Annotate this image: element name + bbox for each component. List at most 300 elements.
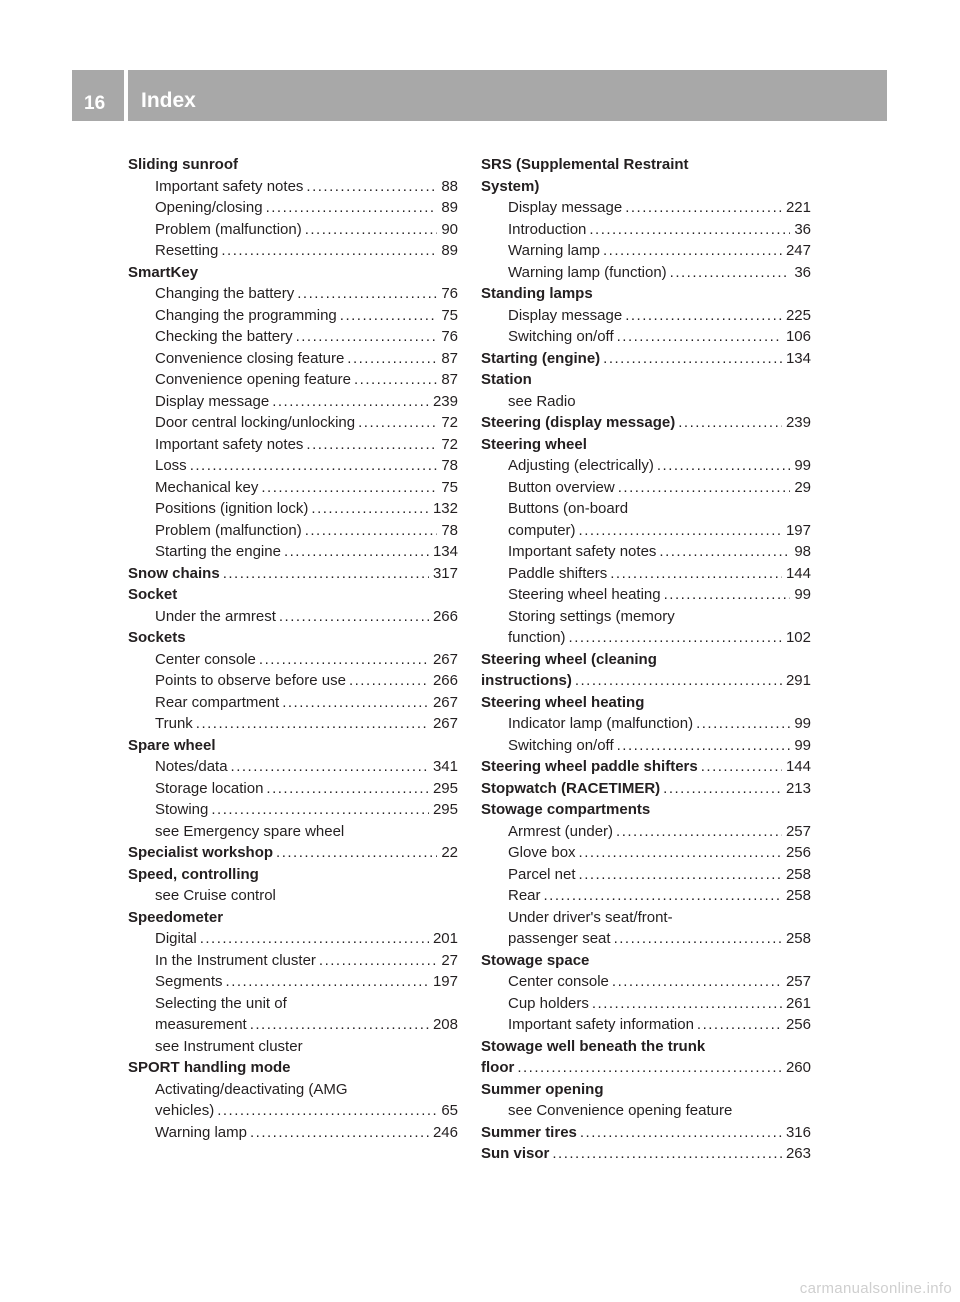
entry-label: Sun visor [481, 1145, 550, 1162]
dot-leader [266, 197, 438, 219]
index-subentry[interactable] [128, 283, 458, 305]
index-subentry[interactable] [481, 305, 811, 327]
index-subentry [481, 1100, 811, 1122]
entry-label: Segments [155, 973, 223, 990]
dot-leader [190, 455, 438, 477]
dot-leader [612, 971, 782, 993]
entry-label: Changing the battery [155, 285, 295, 302]
index-entry [481, 283, 811, 305]
entry-label: Warning lamp (function) [508, 263, 667, 281]
index-entry [128, 735, 458, 757]
entry-page-number[interactable]: 221 [785, 199, 811, 216]
entry-page-number[interactable]: 102 [785, 629, 811, 646]
index-subentry[interactable] [128, 326, 458, 348]
entry-label: Summer tires [481, 1123, 577, 1141]
entry-page-number[interactable]: 89 [441, 199, 458, 216]
entry-page-number[interactable]: 267 [432, 693, 458, 711]
index-subentry[interactable] [128, 1014, 458, 1036]
index-subentry[interactable] [481, 240, 811, 262]
index-subentry [128, 1079, 458, 1101]
index-subentry[interactable] [128, 498, 458, 520]
dot-leader [261, 477, 437, 499]
index-subentry[interactable] [481, 993, 811, 1015]
entry-page-number[interactable]: 201 [432, 930, 458, 947]
index-entry [481, 1079, 811, 1101]
dot-leader [211, 799, 429, 821]
entry-page-number[interactable]: 72 [441, 414, 458, 431]
index-subentry[interactable] [128, 928, 458, 950]
index-entry [128, 907, 458, 929]
entry-page-number[interactable]: 291 [785, 672, 811, 689]
entry-page-number[interactable]: 89 [441, 242, 458, 259]
index-subentry[interactable] [128, 778, 458, 800]
index-subentry[interactable] [128, 692, 458, 714]
index-subentry[interactable] [128, 348, 458, 370]
dot-leader [347, 348, 437, 370]
entry-label: Checking the battery [155, 328, 293, 345]
entry-label: Snow chains [128, 564, 220, 582]
dot-leader [657, 455, 790, 477]
entry-label: Speed, controlling [128, 865, 259, 883]
entry-page-number[interactable]: 260 [785, 1059, 811, 1076]
index-subentry[interactable] [128, 606, 458, 628]
entry-label: SRS (Supplemental Restraint [481, 156, 689, 173]
entry-label: Center console [155, 650, 256, 668]
entry-page-number[interactable]: 266 [432, 607, 458, 625]
entry-page-number[interactable]: 106 [785, 328, 811, 345]
dot-leader [319, 950, 437, 972]
entry-page-number[interactable]: 72 [441, 435, 458, 453]
entry-page-number[interactable]: 90 [441, 220, 458, 238]
entry-label: Convenience closing feature [155, 349, 345, 367]
index-subentry[interactable] [128, 240, 458, 262]
entry-label: Loss [155, 457, 187, 474]
dot-leader [196, 713, 429, 735]
entry-label: Specialist workshop [128, 844, 274, 861]
entry-label: Trunk [155, 715, 193, 732]
dot-leader [296, 326, 438, 348]
index-subentry[interactable] [128, 391, 458, 413]
entry-label: SmartKey [128, 263, 199, 281]
entry-page-number[interactable]: 99 [794, 736, 811, 754]
entry-label: Stowage compartments [481, 801, 651, 818]
entry-page-number[interactable]: 132 [432, 500, 458, 517]
dot-leader [701, 756, 782, 778]
index-subentry[interactable] [128, 412, 458, 434]
entry-page-number[interactable]: 246 [432, 1123, 458, 1141]
entry-label: Armrest (under) [508, 822, 614, 840]
dot-leader [226, 971, 429, 993]
index-subentry[interactable] [128, 369, 458, 391]
index-entry [481, 154, 811, 176]
watermark: carmanualsonline.info [799, 1280, 952, 1297]
entry-label: Cup holders [508, 994, 589, 1012]
dot-leader [670, 262, 791, 284]
entry-page-number[interactable]: 99 [794, 715, 811, 732]
dot-leader [250, 1122, 429, 1144]
entry-label: Rear [508, 887, 541, 904]
dot-leader [279, 606, 429, 628]
index-subentry [481, 498, 811, 520]
dot-leader [610, 563, 782, 585]
index-subentry[interactable] [128, 756, 458, 778]
entry-label: Spare wheel [128, 736, 216, 754]
dot-leader [580, 1122, 782, 1144]
dot-leader [617, 326, 782, 348]
page-title: Index [141, 89, 196, 112]
entry-label: Important safety information [508, 1016, 694, 1033]
entry-label: Important safety notes [155, 435, 304, 453]
index-entry [481, 1036, 811, 1058]
index-subentry[interactable] [128, 1122, 458, 1144]
entry-label: Stowage space [481, 951, 590, 969]
entry-page-number[interactable]: 76 [441, 328, 458, 345]
page-number: 16 [84, 93, 106, 114]
entry-page-number[interactable]: 295 [432, 801, 458, 818]
index-subentry[interactable] [128, 197, 458, 219]
entry-label: computer) [508, 521, 576, 539]
entry-label: Display message [155, 392, 270, 410]
index-subentry[interactable] [128, 670, 458, 692]
entry-label: see Radio [508, 392, 576, 410]
entry-page-number[interactable]: 78 [441, 521, 458, 539]
entry-page-number[interactable]: 98 [794, 543, 811, 560]
index-entry[interactable] [128, 842, 458, 864]
entry-label: Standing lamps [481, 285, 593, 302]
entry-page-number[interactable]: 88 [441, 177, 458, 195]
dot-leader [276, 842, 437, 864]
entry-page-number[interactable]: 263 [785, 1145, 811, 1162]
dot-leader [589, 219, 790, 241]
dot-leader [575, 670, 782, 692]
entry-label: Sliding sunroof [128, 156, 238, 173]
index-subentry[interactable] [481, 477, 811, 499]
index-entry [481, 369, 811, 391]
entry-page-number[interactable]: 295 [432, 779, 458, 797]
entry-page-number[interactable]: 257 [785, 973, 811, 990]
dot-leader [659, 541, 790, 563]
dot-leader [305, 219, 438, 241]
entry-label: passenger seat [508, 930, 611, 947]
index-entry [128, 154, 458, 176]
entry-label: Steering wheel paddle shifters [481, 758, 698, 775]
entry-label: Socket [128, 586, 178, 603]
entry-page-number[interactable]: 29 [794, 478, 811, 496]
entry-label: Steering wheel (cleaning [481, 650, 657, 668]
index-subentry [481, 606, 811, 628]
index-entry[interactable] [481, 778, 811, 800]
index-subentry[interactable] [481, 821, 811, 843]
dot-leader [259, 649, 429, 671]
entry-page-number[interactable]: 239 [432, 392, 458, 410]
index-subentry[interactable] [481, 1014, 811, 1036]
entry-label: Parcel net [508, 865, 576, 883]
index-subentry[interactable] [128, 950, 458, 972]
entry-label: Under driver's seat/front- [508, 908, 673, 926]
entry-label: Sockets [128, 629, 186, 646]
index-subentry[interactable] [481, 864, 811, 886]
index-subentry[interactable] [481, 584, 811, 606]
entry-page-number[interactable]: 258 [785, 887, 811, 904]
entry-page-number[interactable]: 208 [432, 1016, 458, 1033]
index-subentry[interactable] [481, 197, 811, 219]
index-entry [481, 434, 811, 456]
index-subentry[interactable] [128, 1100, 458, 1122]
entry-label: Storing settings (memory [508, 607, 675, 625]
entry-label: Starting the engine [155, 543, 281, 560]
index-subentry[interactable] [128, 520, 458, 542]
index-entry [481, 692, 811, 714]
dot-leader [200, 928, 429, 950]
entry-label: vehicles) [155, 1102, 215, 1119]
entry-page-number[interactable]: 87 [441, 349, 458, 367]
index-subentry[interactable] [481, 842, 811, 864]
entry-page-number[interactable]: 266 [432, 672, 458, 689]
entry-page-number[interactable]: 144 [785, 564, 811, 582]
dot-leader [306, 434, 437, 456]
dot-leader [569, 627, 782, 649]
entry-label: Display message [508, 306, 623, 324]
dot-leader [305, 520, 438, 542]
dot-leader [616, 821, 782, 843]
index-subentry [128, 821, 458, 843]
index-subentry[interactable] [128, 713, 458, 735]
index-entry[interactable] [481, 1143, 811, 1165]
index-entry [481, 176, 811, 198]
dot-leader [358, 412, 437, 434]
index-entry[interactable] [481, 756, 811, 778]
dot-leader [250, 1014, 429, 1036]
header-divider [124, 70, 128, 121]
dot-leader [696, 713, 790, 735]
entry-page-number[interactable]: 197 [432, 973, 458, 990]
entry-label: Buttons (on-board [508, 500, 629, 517]
entry-label: Stowage well beneath the trunk [481, 1037, 706, 1055]
index-subentry[interactable] [481, 262, 811, 284]
entry-page-number[interactable]: 36 [794, 263, 811, 281]
index-subentry[interactable] [128, 219, 458, 241]
dot-leader [579, 864, 782, 886]
entry-page-number[interactable]: 76 [441, 285, 458, 302]
entry-label: Activating/deactivating (AMG [155, 1080, 348, 1098]
entry-page-number[interactable]: 27 [441, 951, 458, 969]
entry-page-number[interactable]: 75 [441, 306, 458, 324]
entry-page-number[interactable]: 261 [785, 994, 811, 1012]
entry-page-number[interactable]: 258 [785, 865, 811, 883]
index-subentry[interactable] [128, 455, 458, 477]
entry-page-number[interactable]: 341 [432, 758, 458, 775]
dot-leader [297, 283, 437, 305]
dot-leader [340, 305, 438, 327]
dot-leader [603, 240, 782, 262]
entry-label: Changing the programming [155, 306, 337, 324]
entry-label: Summer opening [481, 1080, 604, 1098]
index-entry[interactable] [128, 563, 458, 585]
index-entry [128, 584, 458, 606]
index-entry[interactable] [481, 348, 811, 370]
entry-page-number[interactable]: 87 [441, 371, 458, 388]
index-entry[interactable] [481, 670, 811, 692]
entry-label: Resetting [155, 242, 219, 259]
dot-leader [311, 498, 429, 520]
entry-page-number[interactable]: 99 [794, 457, 811, 474]
entry-label: Speedometer [128, 908, 224, 926]
entry-page-number[interactable]: 78 [441, 457, 458, 474]
entry-label: System) [481, 177, 540, 195]
entry-page-number[interactable]: 36 [794, 220, 811, 238]
entry-label: Paddle shifters [508, 564, 608, 582]
entry-page-number[interactable]: 213 [785, 779, 811, 797]
entry-page-number[interactable]: 144 [785, 758, 811, 775]
dot-leader [272, 391, 429, 413]
entry-page-number[interactable]: 258 [785, 930, 811, 947]
dot-leader [625, 305, 782, 327]
index-subentry[interactable] [481, 326, 811, 348]
dot-leader [592, 993, 782, 1015]
entry-label: Center console [508, 973, 609, 990]
entry-page-number[interactable]: 65 [441, 1102, 458, 1119]
entry-label: see Emergency spare wheel [155, 822, 345, 840]
dot-leader [284, 541, 429, 563]
entry-label: Points to observe before use [155, 672, 346, 689]
entry-page-number[interactable]: 247 [785, 242, 811, 259]
index-subentry[interactable] [481, 219, 811, 241]
index-subentry[interactable] [481, 928, 811, 950]
entry-page-number[interactable]: 134 [432, 543, 458, 560]
dot-leader [625, 197, 782, 219]
entry-label: instructions) [481, 672, 572, 689]
index-entry [128, 262, 458, 284]
dot-leader [663, 778, 782, 800]
index-column-left [128, 154, 458, 1143]
dot-leader [349, 670, 429, 692]
index-subentry[interactable] [128, 176, 458, 198]
entry-label: Steering wheel [481, 435, 587, 453]
entry-page-number[interactable]: 257 [785, 822, 811, 840]
entry-label: Stopwatch (RACETIMER) [481, 779, 661, 797]
entry-label: Switching on/off [508, 328, 614, 345]
index-entry[interactable] [481, 412, 811, 434]
index-subentry[interactable] [481, 520, 811, 542]
entry-page-number[interactable]: 267 [432, 650, 458, 668]
dot-leader [544, 885, 782, 907]
index-entry [481, 799, 811, 821]
entry-page-number[interactable]: 134 [785, 349, 811, 367]
entry-page-number[interactable]: 267 [432, 715, 458, 732]
entry-label: Digital [155, 930, 197, 947]
entry-label: Warning lamp [155, 1123, 247, 1141]
index-subentry[interactable] [128, 799, 458, 821]
entry-label: Switching on/off [508, 736, 614, 754]
entry-label: Problem (malfunction) [155, 220, 302, 238]
entry-label: Under the armrest [155, 607, 276, 625]
entry-label: Button overview [508, 478, 615, 496]
index-subentry[interactable] [128, 434, 458, 456]
dot-leader [697, 1014, 782, 1036]
entry-label: SPORT handling mode [128, 1059, 291, 1076]
entry-page-number[interactable]: 317 [432, 564, 458, 582]
entry-label: Warning lamp [508, 242, 600, 259]
entry-label: Introduction [508, 220, 587, 238]
entry-label: Door central locking/unlocking [155, 414, 356, 431]
index-entry [128, 864, 458, 886]
index-subentry[interactable] [128, 541, 458, 563]
entry-page-number[interactable]: 197 [785, 521, 811, 539]
index-subentry[interactable] [481, 713, 811, 735]
dot-leader [354, 369, 437, 391]
dot-leader [579, 842, 782, 864]
entry-label: measurement [155, 1016, 247, 1033]
entry-label: Opening/closing [155, 199, 263, 216]
dot-leader [223, 563, 429, 585]
entry-label: function) [508, 629, 566, 646]
index-subentry [128, 1036, 458, 1058]
index-subentry [481, 907, 811, 929]
dot-leader [517, 1057, 782, 1079]
entry-page-number[interactable]: 225 [785, 306, 811, 324]
index-subentry[interactable] [128, 477, 458, 499]
entry-page-number[interactable]: 256 [785, 1016, 811, 1033]
index-subentry[interactable] [128, 305, 458, 327]
entry-label: Display message [508, 199, 623, 216]
dot-leader [217, 1100, 437, 1122]
dot-leader [282, 692, 429, 714]
entry-page-number[interactable]: 75 [441, 478, 458, 496]
index-entry [128, 1057, 458, 1079]
entry-label: Notes/data [155, 758, 228, 775]
entry-page-number[interactable]: 316 [785, 1123, 811, 1141]
entry-label: Problem (malfunction) [155, 521, 302, 539]
entry-label: floor [481, 1059, 515, 1076]
entry-page-number[interactable]: 256 [785, 844, 811, 861]
entry-label: Steering wheel heating [508, 586, 661, 603]
index-subentry[interactable] [481, 885, 811, 907]
index-subentry[interactable] [128, 649, 458, 671]
index-entry[interactable] [481, 1122, 811, 1144]
entry-page-number[interactable]: 22 [441, 844, 458, 861]
dot-leader [306, 176, 437, 198]
index-subentry[interactable] [481, 627, 811, 649]
index-subentry[interactable] [481, 455, 811, 477]
index-subentry[interactable] [481, 541, 811, 563]
index-entry[interactable] [481, 1057, 811, 1079]
index-column-right [481, 154, 811, 1165]
index-subentry[interactable] [481, 563, 811, 585]
dot-leader [614, 928, 782, 950]
dot-leader [617, 735, 791, 757]
index-entry [128, 627, 458, 649]
entry-label: Selecting the unit of [155, 994, 287, 1012]
index-subentry[interactable] [481, 971, 811, 993]
dot-leader [579, 520, 782, 542]
entry-page-number[interactable]: 239 [785, 414, 811, 431]
entry-page-number[interactable]: 99 [794, 586, 811, 603]
entry-label: Glove box [508, 844, 576, 861]
entry-label: Adjusting (electrically) [508, 457, 654, 474]
entry-label: Station [481, 371, 532, 388]
entry-label: Convenience opening feature [155, 371, 351, 388]
entry-label: In the Instrument cluster [155, 951, 316, 969]
entry-label: Important safety notes [508, 543, 657, 560]
entry-label: Mechanical key [155, 478, 259, 496]
dot-leader [603, 348, 782, 370]
index-subentry[interactable] [481, 735, 811, 757]
index-subentry[interactable] [128, 971, 458, 993]
dot-leader [221, 240, 437, 262]
entry-label: Stowing [155, 801, 209, 818]
entry-label: see Instrument cluster [155, 1037, 303, 1055]
entry-label: Indicator lamp (malfunction) [508, 715, 694, 732]
